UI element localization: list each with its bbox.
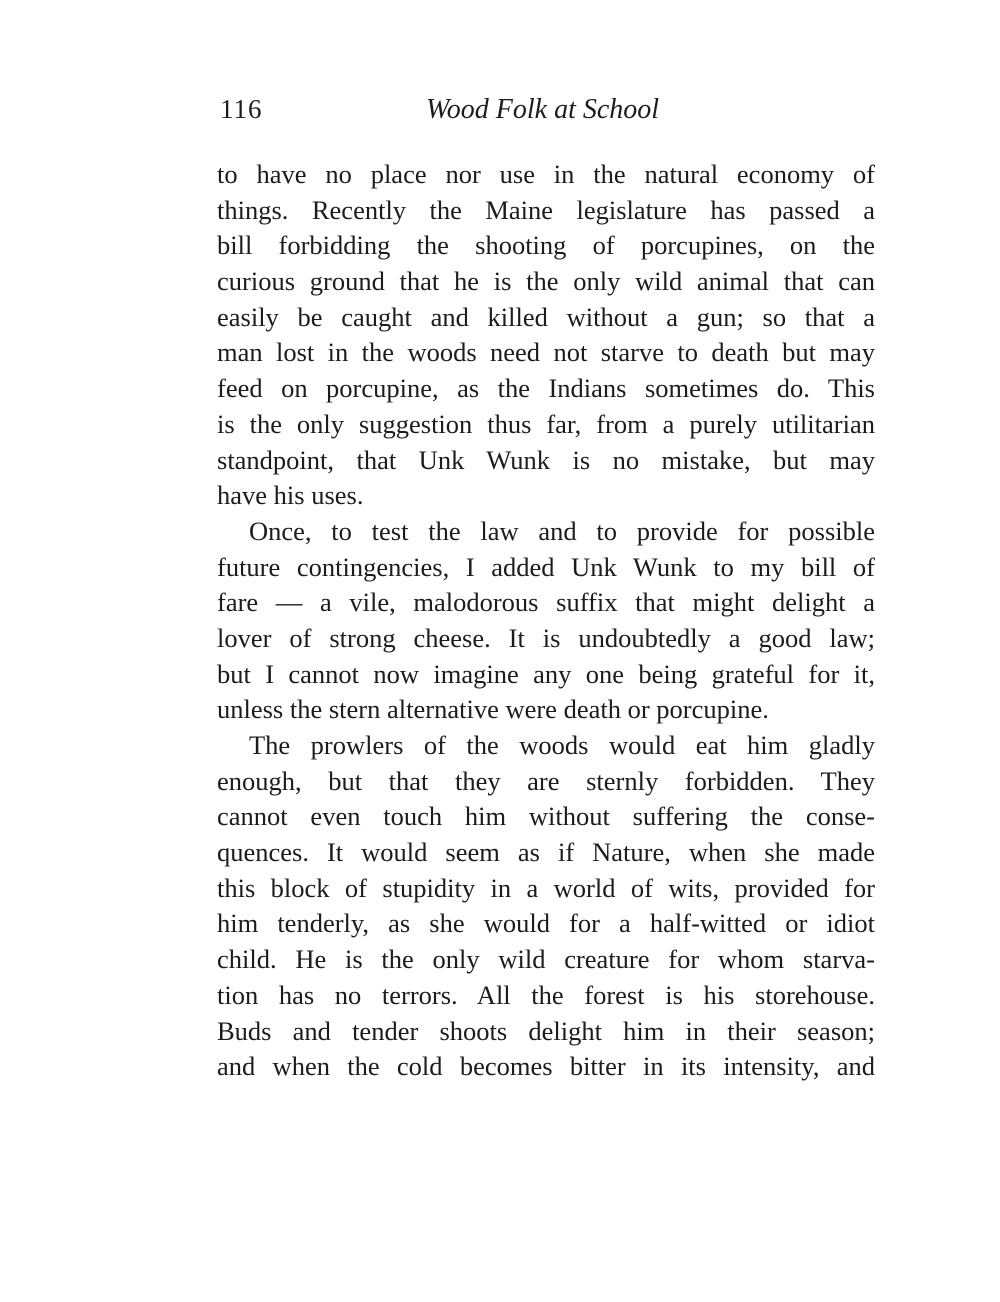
- text-line: him tenderly, as she would for a half-witted or idiot: [217, 908, 875, 939]
- page-number: 116: [220, 94, 263, 124]
- text-line: lover of strong cheese. It is undoubtedly a good law;: [217, 622, 875, 653]
- text-line: fare — a vile, malodorous suffix that might delight a: [217, 587, 875, 618]
- paragraph: [217, 157, 875, 514]
- text-line: this block of stupidity in a world of wits, provided for: [217, 872, 875, 903]
- text-line: unless the stern alternative were death or porcupine.: [217, 694, 769, 725]
- text-line: quences. It would seem as if Nature, when she made: [217, 837, 875, 868]
- text-line: things. Recently the Maine legislature has passed a: [217, 194, 875, 225]
- text-line: child. He is the only wild creature for whom starva-: [217, 944, 875, 975]
- page-header: [220, 94, 876, 134]
- text-line: Buds and tender shoots delight him in their season;: [217, 1015, 875, 1046]
- text-line: to have no place nor use in the natural economy of: [217, 159, 875, 189]
- text-line: bill forbidding the shooting of porcupines, on the: [217, 230, 875, 261]
- text-line: cannot even touch him without suffering the conse-: [217, 801, 875, 832]
- text-line: and when the cold becomes bitter in its intensity, and: [217, 1051, 875, 1082]
- text-line: is the only suggestion thus far, from a purely utilitarian: [217, 408, 875, 439]
- text-line: The prowlers of the woods would eat him gladly: [249, 730, 875, 760]
- paragraph: [217, 728, 875, 1085]
- text-line: have his uses.: [217, 480, 364, 511]
- text-line: Once, to test the law and to provide for possible: [249, 515, 875, 546]
- text-line: enough, but that they are sternly forbidden. They: [217, 765, 875, 796]
- text-line: easily be caught and killed without a gun; so that a: [217, 301, 875, 332]
- text-line: standpoint, that Unk Wunk is no mistake, but may: [217, 444, 875, 475]
- text-line: tion has no terrors. All the forest is his storehouse.: [217, 979, 875, 1010]
- running-title: Wood Folk at School: [426, 94, 660, 125]
- body-text: [217, 157, 875, 1085]
- text-line: future contingencies, I added Unk Wunk to my bill of: [217, 551, 875, 582]
- text-line: feed on porcupine, as the Indians sometimes do. This: [217, 373, 875, 404]
- text-line: curious ground that he is the only wild animal that can: [217, 266, 875, 297]
- text-line: man lost in the woods need not starve to death but may: [217, 337, 875, 368]
- text-line: but I cannot now imagine any one being grateful for it,: [217, 658, 875, 689]
- paragraph: [217, 514, 875, 728]
